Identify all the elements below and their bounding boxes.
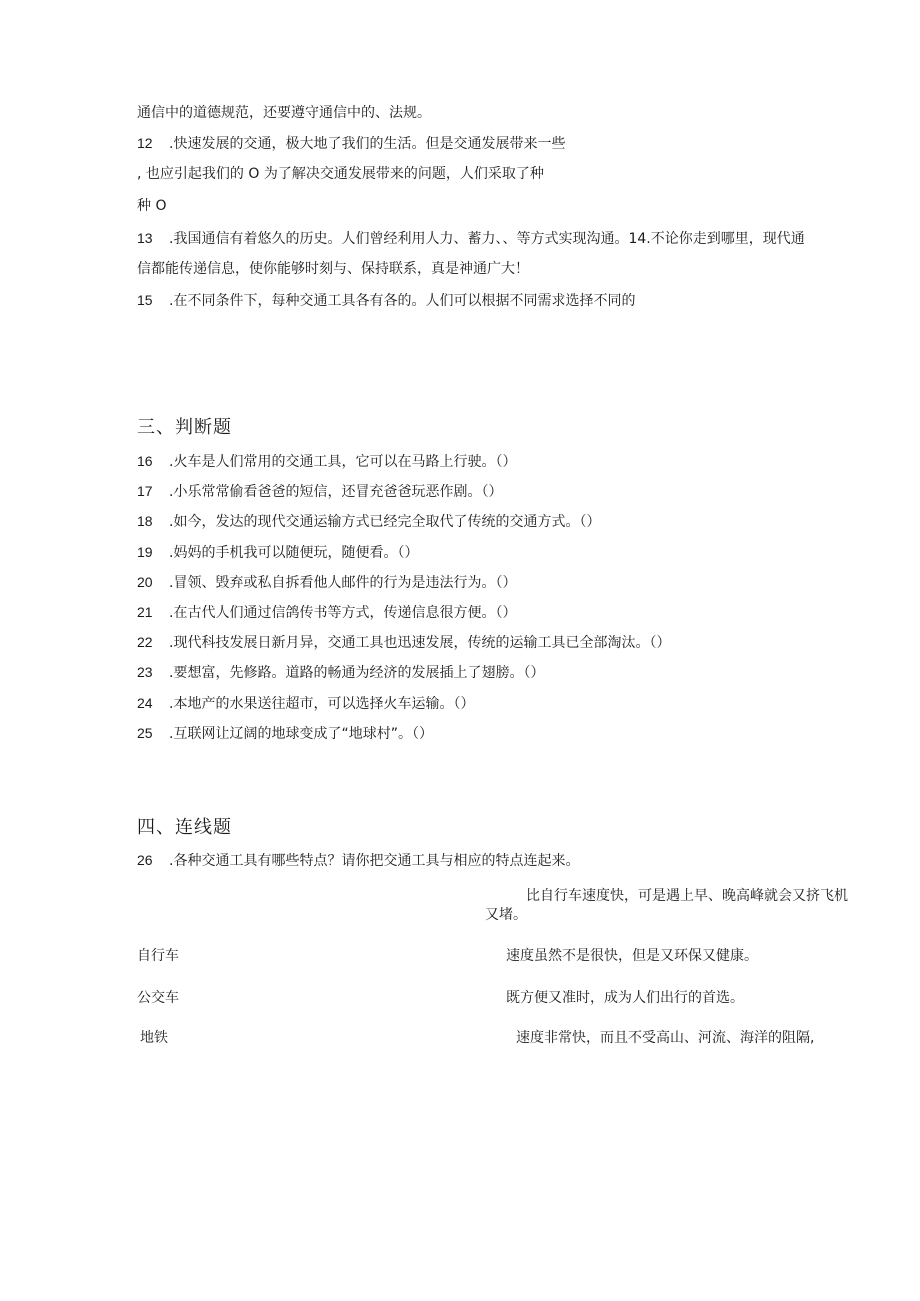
question-12-line-2: , 也应引起我们的 O 为了解决交通发展带来的问题，人们采取了种 — [137, 166, 544, 182]
judge-item — [137, 511, 600, 532]
judge-item — [137, 723, 433, 744]
question-number: 26 — [137, 852, 153, 868]
vehicle-item[interactable]: 公交车 — [137, 990, 179, 1006]
question-number: 23 — [137, 664, 153, 681]
vehicle-item[interactable]: 地铁 — [140, 1030, 168, 1046]
question-number: 17 — [137, 483, 153, 500]
question-number: 16 — [137, 453, 153, 469]
judge-item — [137, 542, 418, 563]
judge-item — [137, 451, 516, 472]
question-text: .妈妈的手机我可以随便玩，随便看。（） — [169, 544, 419, 561]
question-13-line-1 — [137, 228, 805, 249]
question-number: 18 — [137, 513, 153, 530]
question-text: .在古代人们通过信鸽传书等方式，传递信息很方便。（） — [169, 605, 517, 621]
section-heading-judge: 三、判断题 — [137, 417, 232, 438]
question-number: 12 — [137, 135, 153, 151]
judge-item — [137, 693, 474, 714]
question-number: 21 — [137, 604, 153, 620]
question-text: .现代科技发展日新月异，交通工具也迅速发展，传统的运输工具已全部淘汰。（） — [169, 635, 671, 652]
question-13-line-2: 信都能传递信息，使你能够时刻与、保持联系，真是神通广大！ — [137, 261, 529, 277]
question-text: .小乐常常偷看爸爸的短信，还冒充爸爸玩恶作剧。（） — [169, 484, 503, 501]
question-number: 13 — [137, 230, 153, 246]
question-number: 15 — [137, 292, 153, 308]
question-12-line-1 — [137, 133, 565, 154]
vehicle-item[interactable]: 自行车 — [137, 948, 179, 964]
question-text: .在不同条件下，每种交通工具各有各的。人们可以根据不同需求选择不同的 — [169, 293, 636, 309]
question-text: .火车是人们常用的交通工具，它可以在马路上行驶。（） — [169, 454, 517, 470]
continued-line: 通信中的道德规范，还要遵守通信中的、法规。 — [137, 105, 431, 121]
section-heading-match: 四、连线题 — [137, 817, 232, 838]
feature-item[interactable]: 速度非常快，而且不受高山、河流、海洋的阻隔, — [516, 1030, 815, 1046]
judge-item — [137, 662, 544, 683]
question-number: 24 — [137, 694, 153, 711]
question-15 — [137, 290, 635, 311]
feature-item[interactable]: 比自行车速度快，可是遇上早、晚高峰就会又挤飞机 — [526, 888, 848, 904]
question-number: 22 — [137, 634, 153, 651]
feature-item[interactable]: 速度虽然不是很快，但是又环保又健康。 — [506, 948, 758, 964]
question-text: .我国通信有着悠久的历史。人们曾经利用人力、蓄力、、等方式实现沟通。14.不论你走到哪里，现代通 — [169, 231, 805, 247]
question-text: .要想富，先修路。道路的畅通为经济的发展插上了翅膀。（） — [169, 665, 545, 682]
question-text: .各种交通工具有哪些特点？请你把交通工具与相应的特点连起来。 — [169, 853, 580, 869]
question-text: .如今，发达的现代交通运输方式已经完全取代了传统的交通方式。（） — [169, 514, 601, 531]
question-text: .本地产的水果送往超市，可以选择火车运输。（） — [169, 695, 475, 712]
feature-item-continued: 又堵。 — [485, 907, 527, 923]
judge-item — [137, 572, 516, 593]
judge-item — [137, 481, 502, 502]
judge-item — [137, 602, 516, 623]
feature-item[interactable]: 既方便又准时，成为人们出行的首选。 — [506, 990, 744, 1006]
question-number: 20 — [137, 573, 153, 590]
question-text: .快速发展的交通，极大地了我们的生活。但是交通发展带来一些 — [169, 136, 566, 152]
question-text: .互联网让辽阔的地球变成了“地球村”。（） — [169, 725, 433, 742]
judge-item — [137, 632, 670, 653]
question-number: 19 — [137, 543, 153, 560]
question-12-line-3: 种 O — [137, 198, 167, 214]
question-26 — [137, 850, 579, 871]
question-text: .冒领、毁弃或私自拆看他人邮件的行为是违法行为。（） — [169, 574, 517, 591]
question-number: 25 — [137, 724, 153, 741]
